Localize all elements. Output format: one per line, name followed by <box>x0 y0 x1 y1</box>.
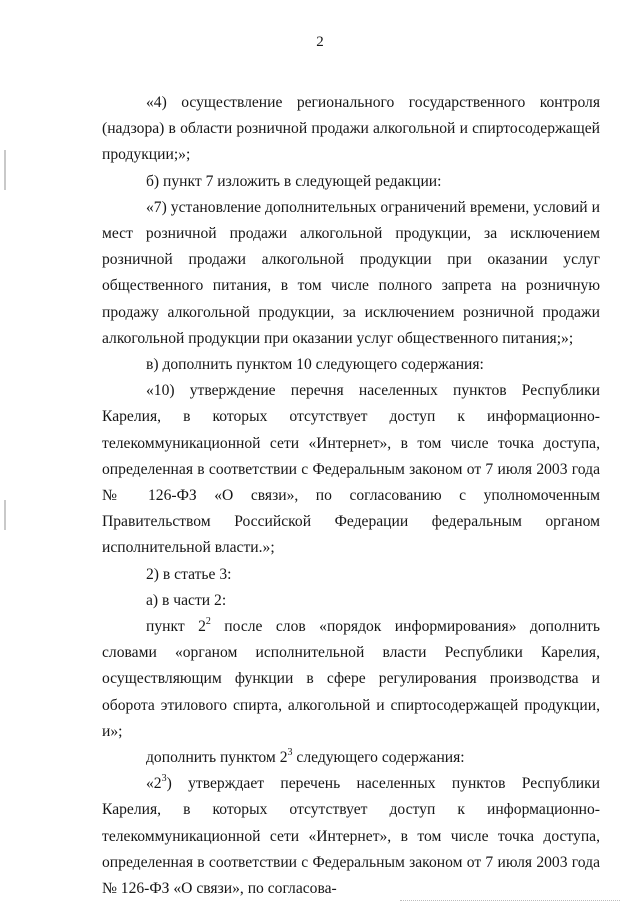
scan-bottom-mark <box>400 900 620 904</box>
paragraph-v-point-10: в) дополнить пунктом 10 следующего содержания: <box>146 356 484 374</box>
paragraph-item-4: «4) осуществление регионального государственного контроля (надзора) в области розничной продажи алкогольной и спиртосодержащей продукции;»; <box>102 94 600 164</box>
paragraph-item-7-text: «7) установление дополнительных ограничений времени, условий и мест розничной продажи алкогольной продукции, за исключением розничной продажи алкогольной продукции при оказании услуг общественного питания, в том числе полного запрета на розничную продажу алкогольной продукции, за исключением розничной продажи алкогольной продукции при оказании услуг общественного питания;»; <box>102 198 600 347</box>
paragraph-b-point-7: б) пункт 7 изложить в следующей редакции: <box>146 172 442 190</box>
item-2-3-prefix: «2 <box>146 775 162 793</box>
item-2-3-text: ) утверждает перечень населенных пунктов Республики Карелия, в которых отсутствует доступ к информационно-телекоммуникационной сети «Интернет», в том числе точка доступа, определенная в соответствии с Федеральным законом от 7 июля 2003 года № 126-ФЗ «О связи», по согласова- <box>102 775 600 898</box>
superscript: 3 <box>161 773 167 785</box>
paragraph-article-3: 2) в статье 3: <box>146 565 232 583</box>
paragraph-part-2: а) в части 2: <box>146 591 227 609</box>
add-punkt-prefix: дополнить пунктом 2 <box>146 749 288 767</box>
page-number: 2 <box>316 34 324 50</box>
superscript: 3 <box>287 746 293 758</box>
paragraph-item-10-text: «10) утверждение перечня населенных пунктов Республики Карелия, в которых отсутствует доступ к информационно-телекоммуникационной сети «Интернет», в том числе точка доступа, определенная в соответствии с Федеральным законом от 7 июля 2003 года № 126-ФЗ «О связи», по согласованию с уполномоченным Правительством Российской Федерации федеральным органом исполнительной власти.»; <box>102 382 600 557</box>
scan-margin-mark-top <box>4 150 6 190</box>
scan-margin-mark-bottom <box>4 500 6 530</box>
paragraph-add-punkt-2-3 <box>102 745 600 771</box>
paragraph-item-2-3-text <box>102 771 600 902</box>
punkt-2-2-text: после слов «порядок информирования» дополнить словами «органом исполнительной власти Республики Карелия, осуществляющим функции в сфере регулирования производства и оборота этилового спирта, алкогольной и спиртосодержащей продукции, и»; <box>102 618 600 740</box>
punkt-2-2-prefix: пункт 2 <box>146 618 206 636</box>
document-body <box>102 90 600 902</box>
superscript: 2 <box>205 615 211 627</box>
paragraph-punkt-2-2 <box>102 614 600 745</box>
add-punkt-text: следующего содержания: <box>292 749 465 767</box>
